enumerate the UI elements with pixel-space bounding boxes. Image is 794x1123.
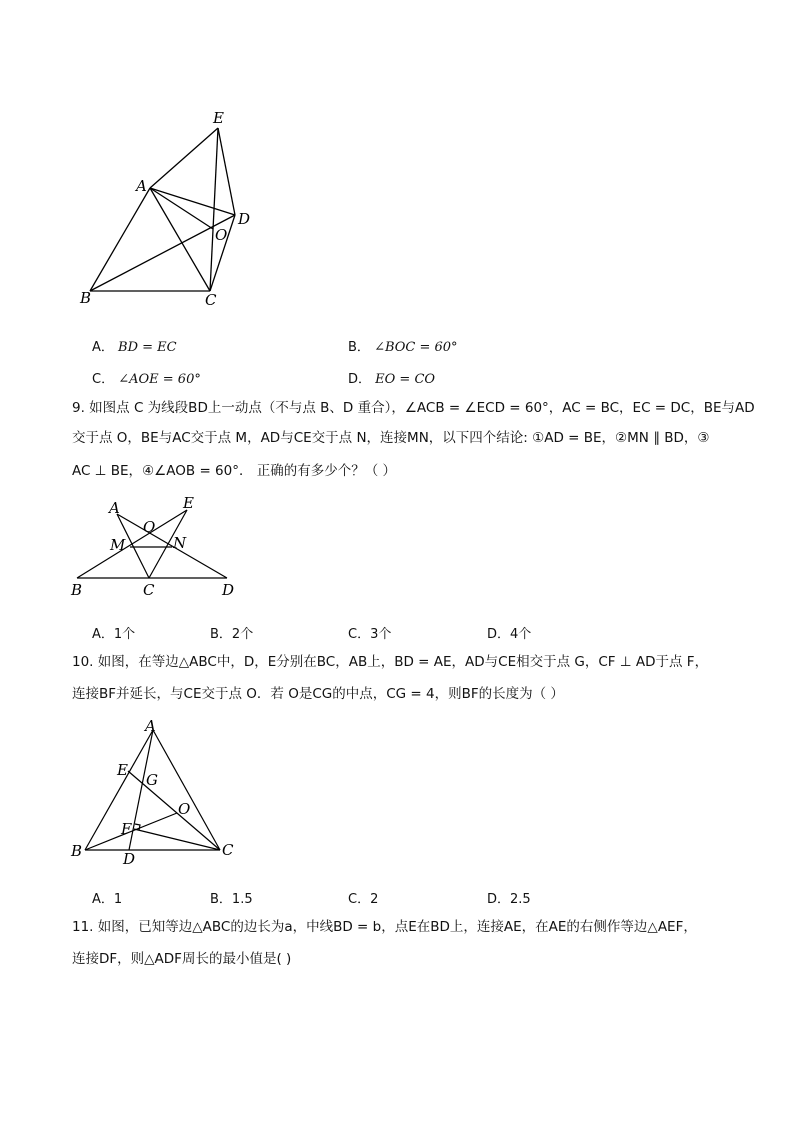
label-o: O [143, 518, 156, 536]
label-m: M [110, 536, 126, 554]
option-text: 3个 [370, 627, 392, 642]
q9-option-a[interactable] [92, 623, 135, 642]
label-c: C [205, 291, 217, 309]
option-letter: C． [348, 892, 371, 907]
label-f: F [121, 820, 132, 838]
option-letter: A． [92, 340, 114, 355]
label-d: D [238, 210, 251, 228]
q10-figure [65, 712, 245, 872]
option-letter: B． [210, 892, 232, 907]
q9-option-b[interactable] [210, 623, 253, 642]
q8-option-b[interactable] [348, 336, 458, 355]
option-letter: A． [92, 627, 114, 642]
label-a: A [145, 717, 156, 735]
label-a: A [136, 177, 147, 195]
option-text: EO = CO [375, 372, 436, 387]
label-c: C [143, 581, 155, 599]
option-letter: C． [348, 627, 371, 642]
label-d: D [222, 581, 235, 599]
option-text: 2 [370, 892, 379, 907]
q8-option-c[interactable] [92, 368, 201, 387]
option-text: 1.5 [231, 892, 253, 907]
option-text: 1个 [113, 627, 136, 642]
option-letter: B． [348, 340, 370, 355]
option-text: BD = EC [118, 340, 177, 355]
q11-stem-line1: 11. 如图，已知等边△ABC的边长为a，中线BD = b，点E在BD上，连接AE，在AE的右侧作等边△AEF， [72, 919, 697, 935]
q9-option-d[interactable] [487, 623, 531, 642]
option-text: ∠AOE = 60° [118, 372, 201, 387]
option-letter: D． [348, 372, 372, 387]
q8-option-a[interactable] [92, 336, 177, 355]
segment-ac [150, 188, 210, 291]
option-text: 2个 [231, 627, 254, 642]
label-g: G [146, 771, 158, 789]
label-n: N [173, 534, 187, 552]
q10-stem-line1: 10. 如图，在等边△ABC中，D，E分别在BC，AB上，BD = AE，AD与CE相交于点 G，CF ⊥ AD于点 F， [72, 654, 709, 670]
segment-ed [218, 128, 235, 215]
label-o: O [215, 226, 228, 244]
label-e: E [213, 109, 224, 127]
label-b: B [71, 842, 83, 860]
label-a: A [109, 499, 120, 517]
label-d: D [123, 850, 136, 868]
label-c: C [222, 841, 234, 859]
segment-ao [150, 188, 213, 229]
option-letter: B． [210, 627, 232, 642]
q8-figure [70, 105, 270, 310]
q10-stem-line2: 连接BF并延长，与CE交于点 O．若 O是CG的中点，CG = 4，则BF的长度为（ ） [72, 686, 564, 702]
option-letter: A． [92, 892, 114, 907]
q10-option-a[interactable] [92, 888, 122, 907]
label-e: E [183, 494, 194, 512]
option-text: 4个 [510, 627, 532, 642]
segment-ac [153, 730, 220, 850]
option-text: 2.5 [510, 892, 531, 907]
q8-option-d[interactable] [348, 368, 435, 387]
option-letter: C． [92, 372, 115, 387]
segment-ab [85, 730, 153, 850]
q9-option-c[interactable] [348, 623, 391, 642]
q9-figure [65, 492, 245, 604]
label-e: E [117, 761, 128, 779]
label-b: B [71, 581, 83, 599]
q10-option-d[interactable] [487, 888, 531, 907]
option-letter: D． [487, 892, 511, 907]
label-o: O [178, 800, 191, 818]
label-b: B [80, 289, 92, 307]
q9-stem-line3: AC ⊥ BE，④∠AOB = 60°． 正确的有多少个？（ ） [72, 463, 397, 479]
option-text: 1 [113, 892, 123, 907]
q10-option-b[interactable] [210, 888, 253, 907]
option-letter: D． [487, 627, 511, 642]
option-text: ∠BOC = 60° [374, 340, 458, 355]
q9-stem-line2: 交于点 O，BE与AC交于点 M，AD与CE交于点 N，连接MN，以下四个结论: ①AD = BE，②MN ∥ BD，③ [72, 430, 710, 446]
q11-stem-line2: 连接DF，则△ADF周长的最小值是( ) [72, 951, 292, 967]
q10-option-c[interactable] [348, 888, 378, 907]
q9-stem-line1: 9. 如图点 C 为线段BD上一动点（不与点 B、D 重合），∠ACB = ∠ECD = 60°，AC = BC，EC = DC，BE与AD [72, 400, 755, 416]
segment-be [77, 510, 187, 578]
segment-ae [150, 128, 218, 188]
